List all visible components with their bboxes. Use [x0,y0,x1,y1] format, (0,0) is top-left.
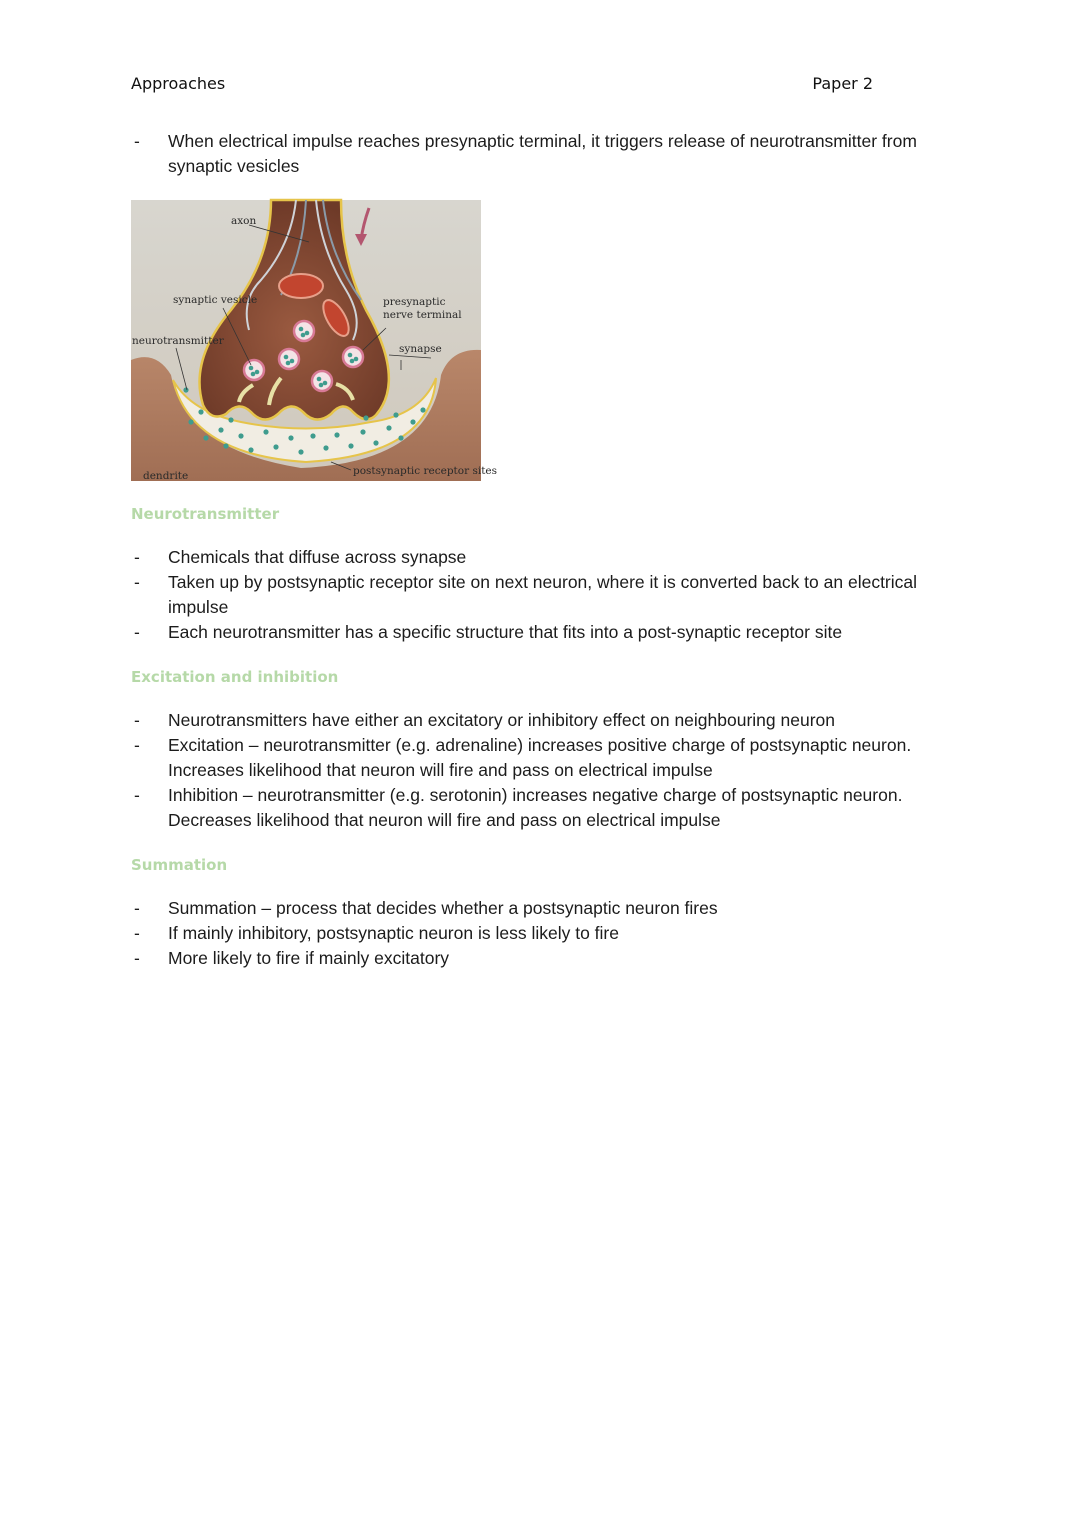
bullet-dash: - [134,785,140,805]
section-heading-neurotransmitter: Neurotransmitter [131,505,280,523]
header-subject: Approaches [131,74,226,93]
neurotransmitter-list [131,545,931,645]
header-paper: Paper 2 [812,74,873,93]
label-dendrite: dendrite [143,470,189,482]
bullet-dash: - [134,923,140,943]
bullet-text-line2: synaptic vesicles [168,156,300,176]
label-receptor-sites: postsynaptic receptor sites [353,465,498,477]
list-item [131,946,931,971]
intro-list [131,129,931,179]
list-item [131,545,931,570]
summation-list [131,896,931,971]
section-heading-summation: Summation [131,856,228,874]
synapse-illustration [131,200,498,482]
list-item [131,620,931,645]
list-item [131,708,931,733]
bullet-dash: - [134,572,140,592]
list-item [131,129,931,179]
bullet-text: Each neurotransmitter has a specific structure that fits into a post-synaptic receptor site [168,622,843,642]
label-neurotransmitter: neurotransmitter [132,335,224,347]
page-content [131,129,931,971]
label-nerve-terminal: nerve terminal [383,309,462,321]
bullet-text: Inhibition – neurotransmitter (e.g. serotonin) increases negative charge of postsynaptic neuron. Decreases likelihood that neuron will fire and pass on electrical impulse [168,785,903,830]
bullet-text-line1: When electrical impulse reaches presynaptic terminal, it triggers release of neurotransmitter from [168,131,917,151]
list-item [131,921,931,946]
section-heading-excitation-inhibition: Excitation and inhibition [131,668,339,686]
bullet-dash: - [134,710,140,730]
page-header [131,74,873,93]
bullet-text: Taken up by postsynaptic receptor site on next neuron, where it is converted back to an electrical impulse [168,572,918,617]
bullet-dash: - [134,547,140,567]
bullet-dash: - [134,735,140,755]
list-item [131,896,931,921]
synapse-diagram [131,200,498,482]
bullet-dash: - [134,898,140,918]
bullet-text: Excitation – neurotransmitter (e.g. adrenaline) increases positive charge of postsynaptic neuron. Increases likelihood that neuron will fire and pass on electrical impulse [168,735,912,780]
list-item [131,783,931,833]
label-synaptic-vesicle: synaptic vesicle [173,294,258,306]
bullet-text: Neurotransmitters have either an excitatory or inhibitory effect on neighbouring neuron [168,710,835,730]
bullet-text: More likely to fire if mainly excitatory [168,948,450,968]
bullet-text: Summation – process that decides whether a postsynaptic neuron fires [168,898,718,918]
excitation-inhibition-list [131,708,931,833]
bullet-dash: - [134,622,140,642]
bullet-text: If mainly inhibitory, postsynaptic neuron is less likely to fire [168,923,619,943]
bullet-dash: - [134,948,140,968]
bullet-text: Chemicals that diffuse across synapse [168,547,467,567]
label-presynaptic: presynaptic [383,296,446,308]
list-item [131,733,931,783]
list-item [131,570,931,620]
label-axon: axon [231,215,257,227]
label-synapse: synapse [399,343,442,355]
bullet-dash: - [134,131,140,151]
